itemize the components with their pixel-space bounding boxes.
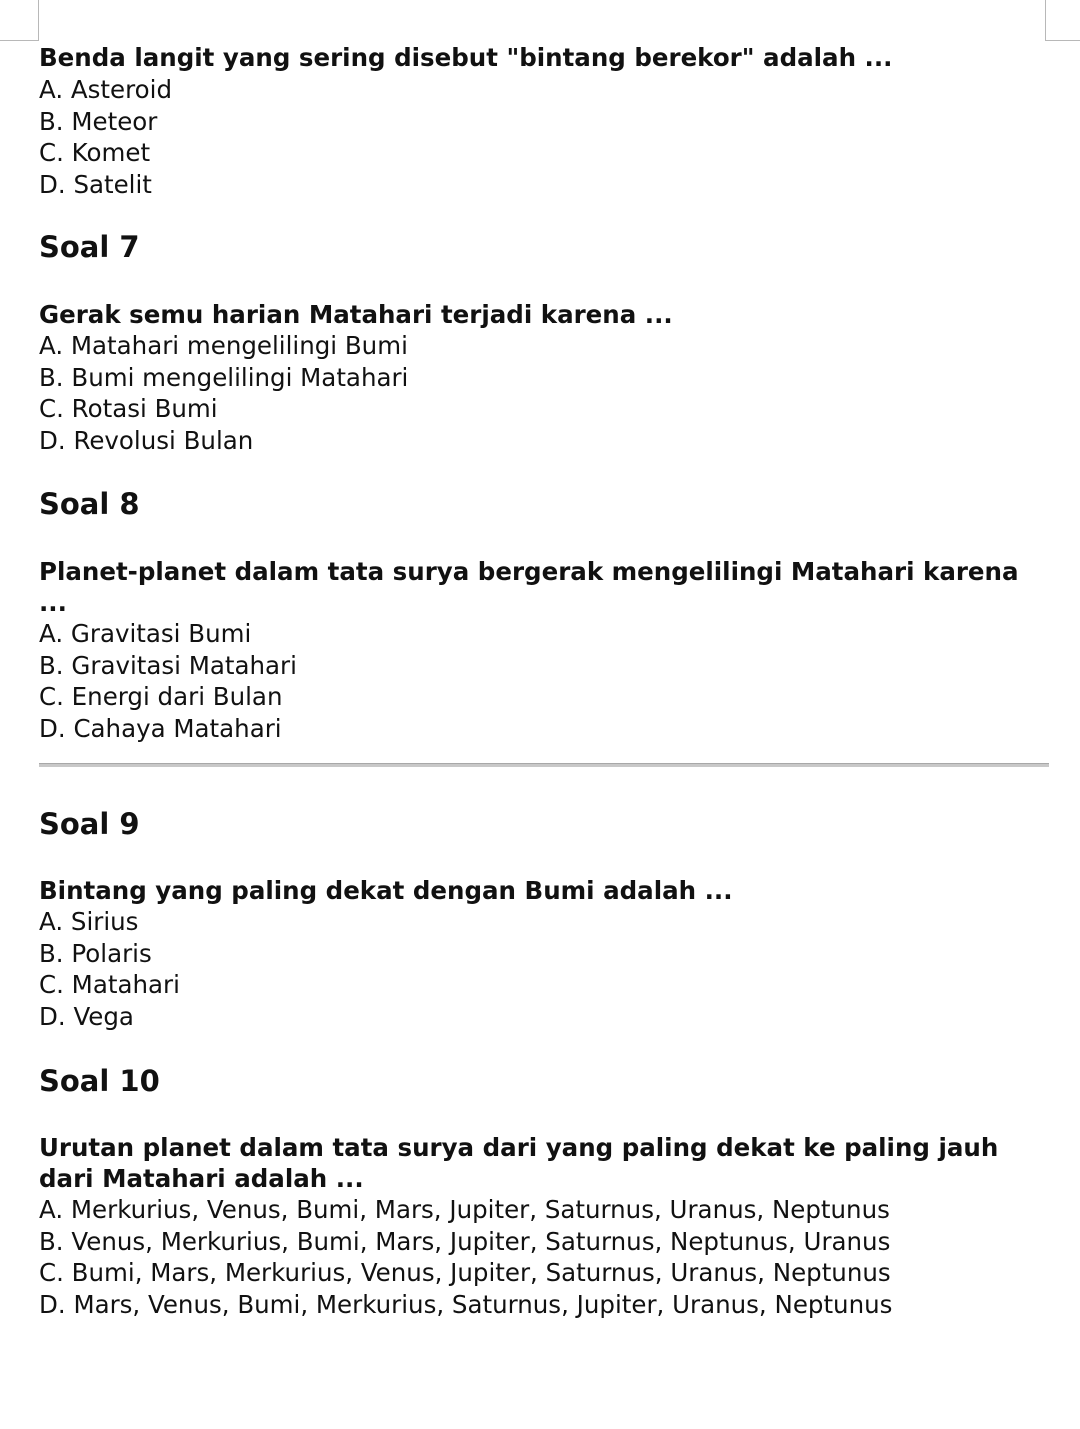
question-block-soal-9 [39, 807, 1049, 841]
option-a: A. Gravitasi Bumi [39, 619, 252, 648]
question-block-soal-7 [39, 230, 1049, 264]
option-d: D. Revolusi Bulan [39, 425, 254, 455]
question-block-intro [39, 42, 1049, 200]
option-a: A. Sirius [39, 907, 139, 936]
option-a: A. Merkurius, Venus, Bumi, Mars, Jupiter, Saturnus, Uranus, Neptunus [39, 1195, 890, 1224]
crop-mark-top-left [0, 0, 39, 41]
option-b: B. Gravitasi Matahari [39, 650, 297, 680]
question-body-soal-9 [39, 875, 1049, 1032]
option-a: A. Matahari mengelilingi Bumi [39, 331, 408, 360]
question-text-line-1: Urutan planet dalam tata surya dari yang paling dekat ke paling jauh [39, 1133, 999, 1162]
question-title: Soal 10 [39, 1064, 160, 1098]
section-divider [39, 763, 1049, 767]
question-text-line-2: dari Matahari adalah ... [39, 1164, 364, 1193]
option-d: D. Vega [39, 1001, 134, 1031]
option-c: C. Bumi, Mars, Merkurius, Venus, Jupiter, Saturnus, Uranus, Neptunus [39, 1258, 891, 1287]
question-text: Benda langit yang sering disebut "bintang berekor" adalah ... [39, 43, 893, 72]
option-d: D. Satelit [39, 169, 152, 199]
option-c: C. Komet [39, 138, 151, 167]
question-block-soal-8 [39, 487, 1049, 521]
option-d: D. Mars, Venus, Bumi, Merkurius, Saturnus, Jupiter, Uranus, Neptunus [39, 1289, 893, 1319]
option-b: B. Meteor [39, 106, 158, 136]
question-text: Bintang yang paling dekat dengan Bumi adalah ... [39, 876, 733, 905]
option-b: B. Venus, Merkurius, Bumi, Mars, Jupiter, Saturnus, Neptunus, Uranus [39, 1226, 891, 1256]
question-body-soal-8 [39, 556, 1049, 744]
option-b: B. Polaris [39, 938, 152, 968]
option-c: C. Energi dari Bulan [39, 682, 283, 711]
question-body-soal-10 [39, 1132, 1049, 1320]
question-block-soal-10 [39, 1064, 1049, 1098]
question-text: Gerak semu harian Matahari terjadi karena ... [39, 300, 673, 329]
question-text: Planet-planet dalam tata surya bergerak mengelilingi Matahari karena ... [39, 557, 1019, 617]
option-a: A. Asteroid [39, 75, 172, 104]
question-body-soal-7 [39, 299, 1049, 456]
question-title: Soal 7 [39, 230, 140, 264]
option-b: B. Bumi mengelilingi Matahari [39, 362, 409, 392]
option-d: D. Cahaya Matahari [39, 713, 282, 743]
option-c: C. Matahari [39, 970, 180, 999]
option-c: C. Rotasi Bumi [39, 394, 218, 423]
crop-mark-top-right [1045, 0, 1080, 41]
question-title: Soal 8 [39, 487, 140, 521]
question-title: Soal 9 [39, 807, 140, 841]
